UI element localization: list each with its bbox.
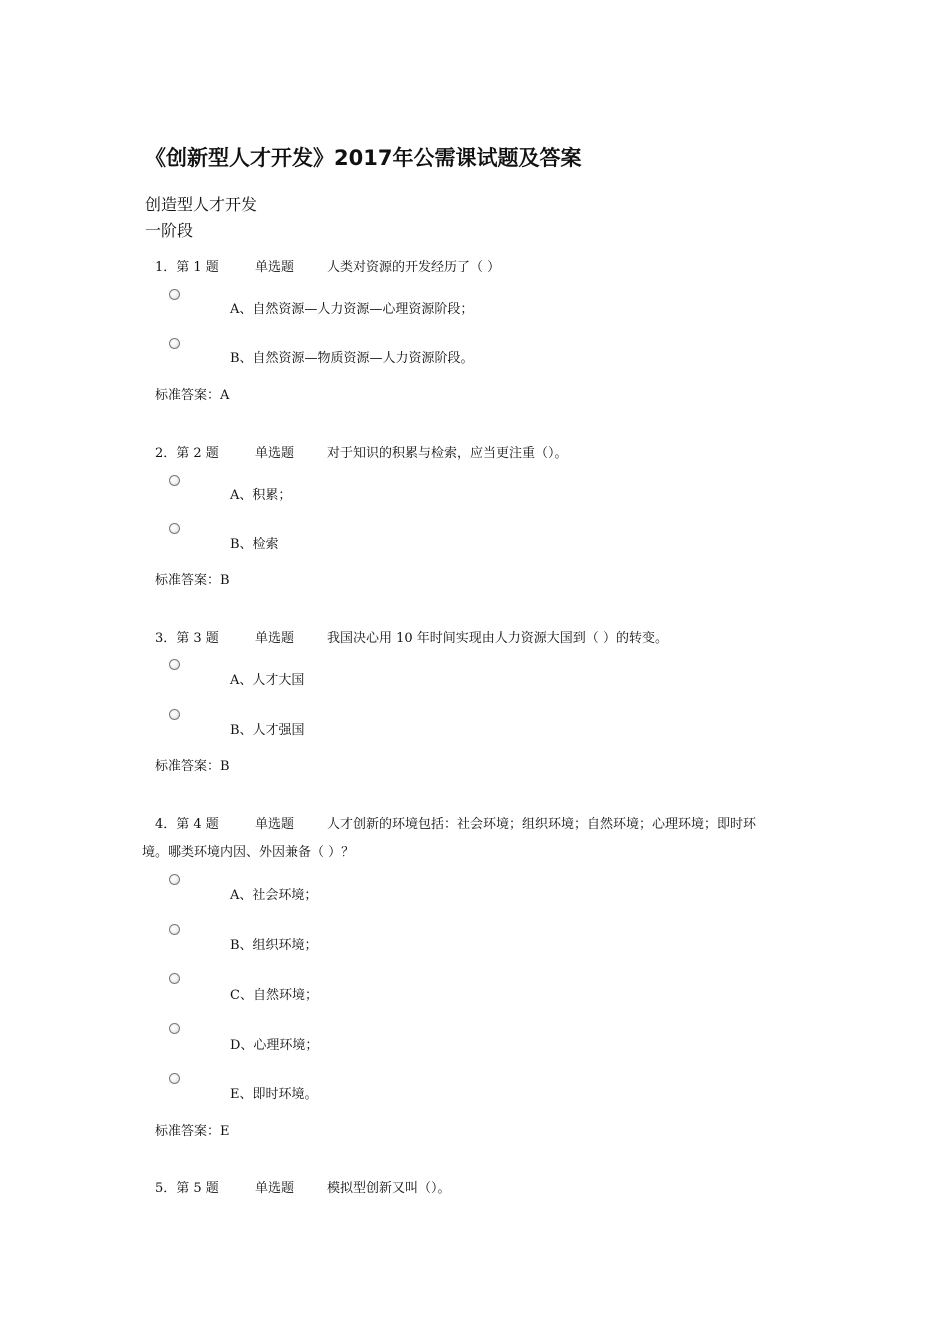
question-text: 模拟型创新又叫（）。 (327, 1181, 451, 1196)
radio-button-icon[interactable] (169, 475, 180, 486)
standard-answer: 标准答案：E (155, 1124, 230, 1139)
radio-button-icon[interactable] (169, 973, 180, 984)
question-3 (155, 627, 668, 646)
question-number: 2．第 2 题 (155, 446, 219, 461)
radio-button-icon[interactable] (169, 289, 180, 300)
radio-button-icon[interactable] (169, 523, 180, 534)
option-label: B、人才强国 (230, 723, 305, 738)
question-number: 3．第 3 题 (155, 631, 219, 646)
question-type: 单选题 (255, 260, 295, 275)
document-title: 《创新型人才开发》2017年公需课试题及答案 (145, 146, 582, 170)
option-label: D、心理环境； (230, 1038, 319, 1053)
stage-label: 一阶段 (145, 221, 194, 240)
option-label: A、自然资源—人力资源—心理资源阶段； (230, 302, 474, 317)
option-label: A、社会环境； (230, 888, 318, 903)
section-subtitle: 创造型人才开发 (145, 195, 258, 214)
question-4 (155, 813, 756, 832)
question-type: 单选题 (255, 446, 295, 461)
option-label: B、组织环境； (230, 938, 318, 953)
question-text: 对于知识的积累与检索，应当更注重（）。 (327, 446, 568, 461)
question-text: 我国决心用 10 年时间实现由人力资源大国到（ ）的转变。 (327, 631, 668, 646)
question-type: 单选题 (255, 1181, 295, 1196)
radio-button-icon[interactable] (169, 709, 180, 720)
option-label: C、自然环境； (230, 988, 318, 1003)
radio-button-icon[interactable] (169, 1023, 180, 1034)
option-label: E、即时环境。 (230, 1087, 318, 1102)
radio-button-icon[interactable] (169, 338, 180, 349)
question-text: 人类对资源的开发经历了（ ） (327, 260, 501, 275)
standard-answer: 标准答案：B (155, 759, 230, 774)
question-number: 1．第 1 题 (155, 260, 219, 275)
radio-button-icon[interactable] (169, 659, 180, 670)
standard-answer: 标准答案：A (155, 388, 230, 403)
question-text-continuation: 境。哪类环境内因、外因兼备（ ）？ (142, 845, 355, 860)
option-label: A、积累； (230, 488, 292, 503)
question-5 (155, 1177, 451, 1196)
question-number: 5．第 5 题 (155, 1181, 219, 1196)
option-label: A、人才大国 (230, 673, 305, 688)
question-type: 单选题 (255, 631, 295, 646)
option-label: B、检索 (230, 537, 279, 552)
question-1 (155, 256, 500, 275)
radio-button-icon[interactable] (169, 1073, 180, 1084)
question-2 (155, 442, 568, 461)
question-number: 4．第 4 题 (155, 817, 219, 832)
question-type: 单选题 (255, 817, 295, 832)
radio-button-icon[interactable] (169, 924, 180, 935)
radio-button-icon[interactable] (169, 874, 180, 885)
standard-answer: 标准答案：B (155, 573, 230, 588)
option-label: B、自然资源—物质资源—人力资源阶段。 (230, 351, 474, 366)
question-text: 人才创新的环境包括：社会环境；组织环境；自然环境；心理环境；即时环 (327, 817, 757, 832)
